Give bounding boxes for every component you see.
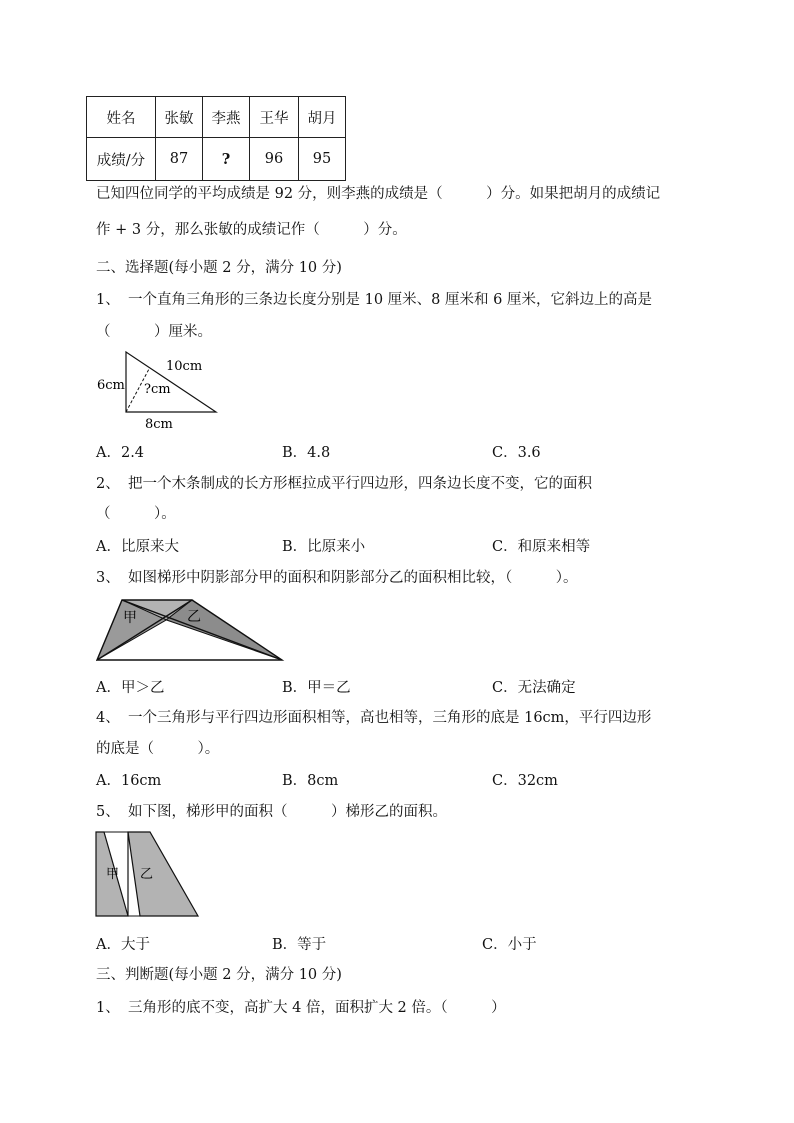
option-b: B．比原来小 — [282, 539, 366, 555]
section-heading: 三、判断题(每小题 2 分，满分 10 分) — [96, 967, 342, 983]
table-header-cell: 张敏 — [156, 97, 203, 138]
question-text: 一个三角形与平行四边形面积相等，高也相等，三角形的底是 16cm，平行四边形 — [128, 710, 652, 726]
option-c: C．和原来相等 — [492, 539, 591, 555]
option-b: B．8cm — [282, 773, 339, 789]
option-b: B．等于 — [272, 937, 327, 953]
option-c: C．小于 — [482, 937, 537, 953]
option-c: C．32cm — [492, 773, 558, 789]
label-bottom-leg: 8cm — [145, 417, 173, 432]
question-text: 三角形的底不变，高扩大 4 倍，面积扩大 2 倍。（ ） — [128, 1000, 506, 1016]
label-a: 甲 — [123, 610, 137, 626]
trapezoid-b — [128, 832, 198, 916]
table-cell: 95 — [299, 138, 346, 181]
label-b: 乙 — [187, 609, 201, 625]
label-hypotenuse: 10cm — [166, 359, 203, 374]
table-row — [87, 138, 346, 181]
question-number: 3、 — [96, 570, 120, 586]
option-b: B．4.8 — [282, 445, 331, 461]
question-number: 5、 — [96, 804, 120, 820]
question-text-cont: （ ）厘米。 — [96, 324, 212, 340]
table-header-cell: 姓名 — [87, 97, 156, 138]
table-cell: 87 — [156, 138, 203, 181]
question-text: 把一个木条制成的长方形框拉成平行四边形，四条边长度不变，它的面积 — [128, 476, 592, 492]
trapezoids-figure — [94, 830, 204, 920]
table-header-row — [87, 97, 346, 138]
table-cell: 96 — [250, 138, 299, 181]
question-number: 2、 — [96, 476, 120, 492]
table-header-cell: 王华 — [250, 97, 299, 138]
score-table — [86, 96, 346, 181]
option-a: A．比原来大 — [96, 539, 179, 555]
section-heading: 二、选择题(每小题 2 分，满分 10 分) — [96, 260, 342, 276]
question-number: 1、 — [96, 1000, 120, 1016]
option-c: C．3.6 — [492, 445, 541, 461]
option-a: A．甲＞乙 — [96, 680, 165, 696]
label-a: 甲 — [106, 867, 120, 882]
option-b: B．甲＝乙 — [282, 680, 351, 696]
question-text: 如下图，梯形甲的面积（ ）梯形乙的面积。 — [128, 804, 447, 820]
table-cell: ? — [203, 138, 250, 181]
question-text-cont: （ ）。 — [96, 506, 176, 522]
question-number: 4、 — [96, 710, 120, 726]
question-number: 1、 — [96, 292, 120, 308]
table-header-cell: 李燕 — [203, 97, 250, 138]
label-left-leg: 6cm — [97, 378, 125, 393]
option-a: A．大于 — [96, 937, 150, 953]
fill-question-line2: 作 + 3 分，那么张敏的成绩记作（ ）分。 — [96, 222, 407, 238]
option-c: C．无法确定 — [492, 680, 576, 696]
label-b: 乙 — [140, 867, 154, 882]
right-triangle-figure — [92, 346, 232, 434]
label-height: ?cm — [144, 382, 171, 397]
trapezoid-figure — [94, 596, 286, 664]
question-text: 一个直角三角形的三条边长度分别是 10 厘米、8 厘米和 6 厘米，它斜边上的高是 — [128, 292, 652, 308]
option-a: A．2.4 — [96, 445, 145, 461]
question-text-cont: 的底是（ ）。 — [96, 741, 220, 757]
table-row-label: 成绩/分 — [87, 138, 156, 181]
option-a: A．16cm — [96, 773, 162, 789]
shaded-region-b — [166, 600, 282, 660]
question-text: 如图梯形中阴影部分甲的面积和阴影部分乙的面积相比较，（ ）。 — [128, 570, 578, 586]
table-header-cell: 胡月 — [299, 97, 346, 138]
fill-question-line1: 已知四位同学的平均成绩是 92 分，则李燕的成绩是（ ）分。如果把胡月的成绩记 — [96, 186, 661, 202]
